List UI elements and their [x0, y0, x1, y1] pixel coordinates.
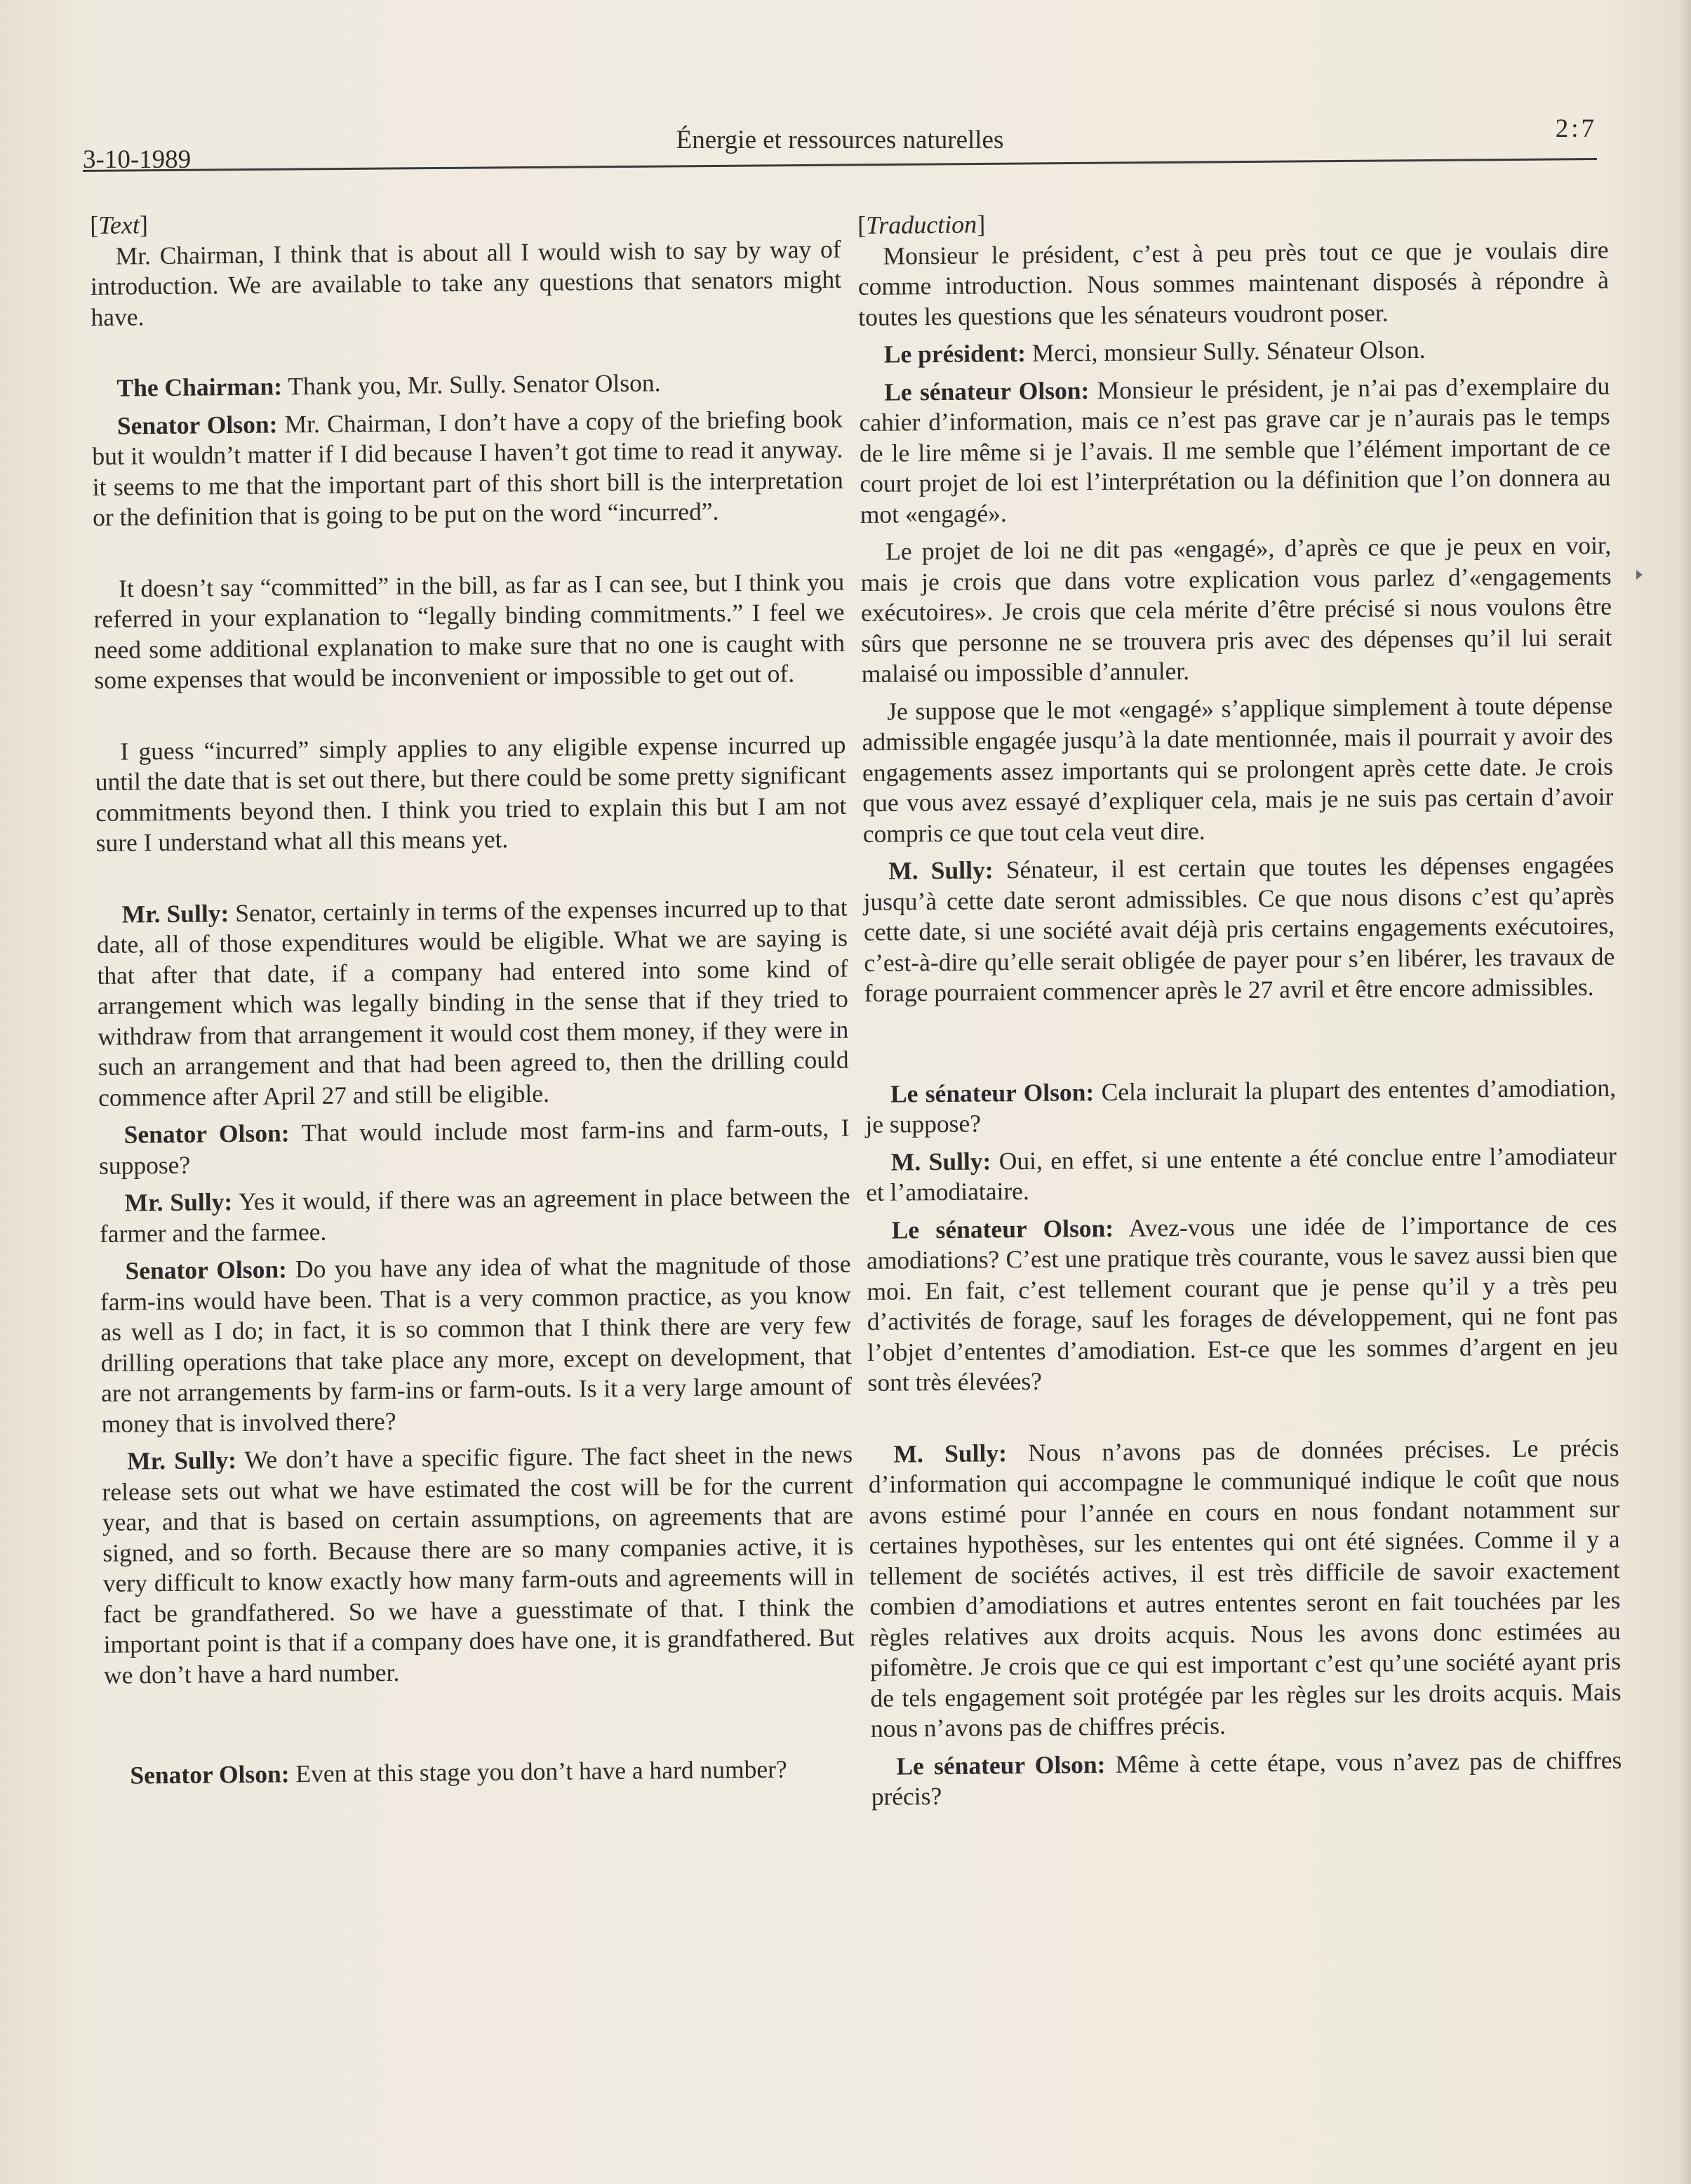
paragraph: M. Sully: Sénateur, il est certain que toutes les dépenses engagées jusqu’à cette date seront admissibles. Ce que nous disons c’est qu’après cette date, si une société avait déjà pris certains engagements exécutoires, c’est-à-dire qu’elle serait obligée de payer pour s’en libérer, les travaux de forage pourraient commencer après le 27 avril et être encore admissibles.	[863, 850, 1615, 1007]
speaker: Mr. Sully:	[126, 1446, 237, 1475]
speaker: The Chairman:	[116, 372, 283, 402]
column-tag: [Text]	[90, 211, 149, 239]
speaker: Senator Olson:	[123, 1119, 290, 1149]
page-number: 2:7	[1555, 114, 1597, 143]
paragraph: I guess “incurred” simply applies to any eligible expense incurred up until the date that is set out there, but there could be some pretty significant commitments beyond then. I think you tried to explain this but I am not sure I understand what all this means yet.	[95, 730, 847, 857]
page-header	[83, 105, 1597, 175]
margin-mark	[1636, 570, 1643, 580]
header-date: 3-10-1989	[83, 145, 192, 174]
paragraph: Le sénateur Olson: Monsieur le président, je n’ai pas d’exemplaire du cahier d’information, mais ce n’est pas grave car je n’aurais pas le temps de le lire même si je l’avais. Il me semble que l’élément important de ce court projet de loi est l’interprétation ou la définition que l’on donnera au mot «engagé».	[859, 371, 1611, 528]
speaker: Senator Olson:	[116, 409, 278, 440]
speaker: M. Sully:	[888, 855, 994, 885]
paragraph: It doesn’t say “committed” in the bill, as far as I can see, but I think you referred in your explanation to “legally binding commitments.” I feel we need some additional explanation to make sure that no one is caught with some expenses that would be inconvenient or impossible to get out of.	[93, 567, 845, 694]
header-rule	[83, 158, 1597, 172]
paragraph: Le sénateur Olson: Cela inclurait la plupart des ententes d’amodiation, je suppose?	[865, 1073, 1617, 1138]
page-edge-shadow	[1678, 0, 1691, 2184]
paragraph: Le sénateur Olson: Même à cette étape, vous n’avez pas de chiffres précis?	[871, 1745, 1622, 1811]
speaker: M. Sully:	[893, 1438, 1008, 1468]
column-tag: [Traduction]	[857, 210, 986, 239]
speaker: Mr. Sully:	[124, 1187, 233, 1217]
speaker: Le sénateur Olson:	[891, 1213, 1114, 1244]
paragraph: Senator Olson: That would include most farm-ins and farm-outs, I suppose?	[98, 1113, 850, 1180]
speaker: Le sénateur Olson:	[896, 1750, 1106, 1780]
speaker: Mr. Sully:	[121, 898, 229, 928]
paragraph: M. Sully: Oui, en effet, si une entente a été conclue entre l’amodiateur et l’amodiataire.	[866, 1141, 1617, 1206]
speaker: M. Sully:	[890, 1146, 991, 1176]
speaker: Le président:	[883, 338, 1027, 368]
english-column	[90, 204, 856, 1792]
paragraph: The Chairman: Thank you, Mr. Sully. Senator Olson.	[116, 368, 661, 402]
french-column	[857, 204, 1622, 1813]
paragraph: Senator Olson: Do you have any idea of what the magnitude of those farm-ins would have been. That is a very common practice, as you know as well as I do; in fact, it is so common that I think there are very few drilling operations that take place any more, except on development, that are not arrangements by farm-ins or farm-outs. Is it a very large amount of money that is involved there?	[100, 1249, 853, 1438]
paragraph: Senator Olson: Mr. Chairman, I don’t have a copy of the briefing book but it wouldn’t matter if I did because I haven’t got time to read it anyway. it seems to me that the important part of this short bill is the interpretation or the definition that is going to be put on the word “incurred”.	[92, 404, 843, 531]
speaker: Le sénateur Olson:	[884, 375, 1090, 406]
paragraph: Senator Olson: Even at this stage you don’t have a hard number?	[130, 1754, 787, 1790]
paragraph: Mr. Sully: Yes it would, if there was an agreement in place between the farmer and the farmee.	[99, 1181, 850, 1248]
speaker: Le sénateur Olson:	[890, 1077, 1095, 1108]
paragraph: Le sénateur Olson: Avez-vous une idée de l’importance de ces amodiations? C’est une pratique très courante, vous le savez aussi bien que moi. En fait, c’est tellement courant que je pense qu’il y a très peu d’activités de forage, sauf les forages de développement, qui ne font pas l’objet d’ententes d’amodiation. Est-ce que les sommes d’argent en jeu sont très élevées?	[866, 1209, 1619, 1397]
paragraph: Le président: Merci, monsieur Sully. Sénateur Olson.	[883, 335, 1426, 368]
paragraph: Monsieur le président, c’est à peu près tout ce que je voulais dire comme introduction. Nous sommes maintenant disposés à répondre à toutes les questions que les sénateurs voudront poser.	[857, 235, 1610, 331]
speaker: Senator Olson:	[125, 1255, 288, 1285]
speaker: Senator Olson:	[130, 1759, 290, 1790]
header-title: Énergie et ressources naturelles	[676, 126, 1004, 154]
paragraph: M. Sully: Nous n’avons pas de données précises. Le précis d’information qui accompagne le communiqué indique le coût que nous avons estimé pour l’année en cours en nous fondant notamment sur certaines hypothèses, sur les ententes qui ont été signées. Comme il y a tellement de sociétés actives, il est très difficile de savoir exactement combien d’amodiations et autres ententes seront en fait touchées par les règles relatives aux droits acquis. Nous les avons donc estimées au pifomètre. Je crois que ce qui est important c’est qu’une société ayant pris de tels engagement soit protégée par les règles sur les droits acquis. Mais nous n’avons pas de chiffres précis.	[868, 1433, 1622, 1743]
paragraph: Mr. Chairman, I think that is about all I would wish to say by way of introduction. We are available to take any questions that senators might have.	[90, 234, 842, 331]
paragraph: Mr. Sully: We don’t have a specific figure. The fact sheet in the news release sets out what we have estimated the cost will be for the current year, and that is based on certain assumptions, on agreements that are signed, and so forth. Because there are so many companies active, it is very difficult to know exactly how many farm-outs and agreements will in fact be grandfathered. So we have a guesstimate of that. I think the important point is that if a company does have one, it is grandfathered. But we don’t have a hard number.	[102, 1439, 855, 1689]
paragraph: Je suppose que le mot «engagé» s’applique simplement à toute dépense admissible engagée jusqu’à la date mentionnée, mais il pourrait y avoir des engagements assez importants qui se prolongent après cette date. Je crois que vous avez essayé d’expliquer cela, mais je ne suis pas certain d’avoir compris ce que tout cela veut dire.	[862, 691, 1614, 848]
paragraph: Le projet de loi ne dit pas «engagé», d’après ce que je peux en voir, mais je crois que dans votre explication vous parlez d’«engagements exécutoires». Je crois que cela mérite d’être précisé si nous voulons être sûrs que personne ne se trouvera pris avec des dépenses qu’il lui serait malaisé ou impossible d’annuler.	[860, 531, 1612, 688]
paragraph: Mr. Sully: Senator, certainly in terms of the expenses incurred up to that date, all of those expenditures would be eligible. What we are saying is that after that date, if a company had entered into some kind of arrangement which was legally binding in the sense that if they tried to withdraw from that arrangement it would cost them money, if they were in such an arrangement and that had been agreed to, then the drilling could commence after April 27 and still be eligible.	[96, 893, 849, 1112]
